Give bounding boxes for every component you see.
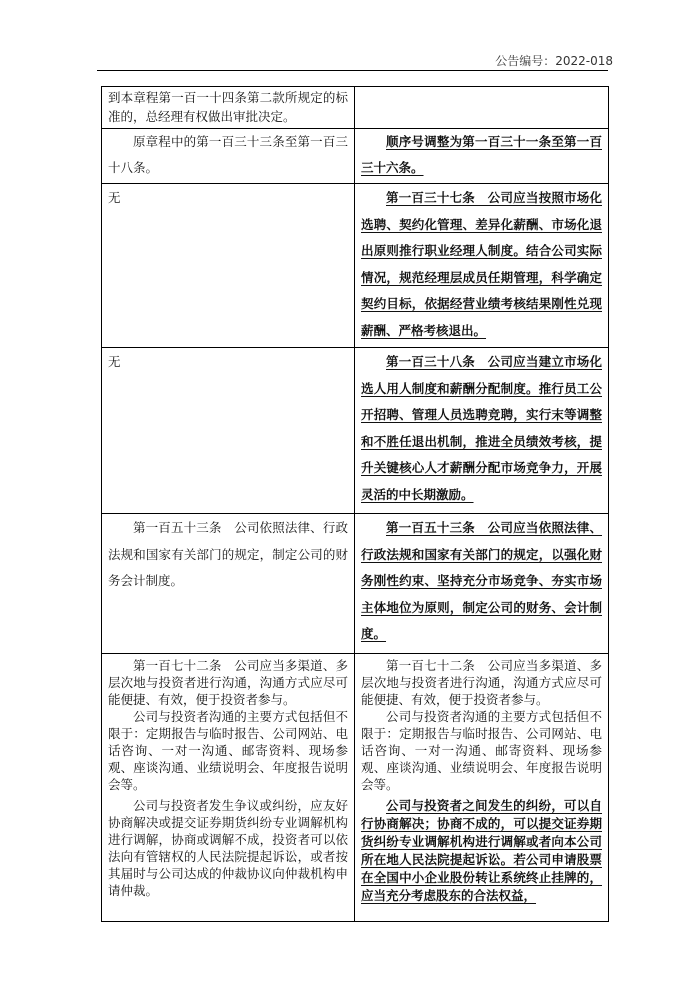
revised-text-cell	[355, 129, 609, 184]
revised-text-cell	[355, 184, 609, 348]
table-row	[102, 514, 609, 654]
revised-clause: 公司与投资者之间发生的纠纷，可以自行协商解决；协商不成的，可以提交证券期货纠纷专业调解机构进行调解或者向本公司所在地人民法院提起诉讼。若公司申请股票在全国中小企业股份转让系统终止挂牌的，应当充分考虑股东的合法权益，	[361, 798, 602, 903]
revised-clause: 顺序号调整为第一百三十一条至第一百三十六条。	[361, 134, 602, 175]
table-row	[102, 184, 609, 348]
revised-text-cell	[355, 348, 609, 514]
original-text-cell	[102, 184, 355, 348]
table-row	[102, 654, 609, 922]
original-clause: 到本章程第一百一十四条第二款所规定的标准的，总经理有权做出审批决定。	[108, 90, 348, 124]
original-clause: 无	[108, 354, 121, 369]
table-row	[102, 129, 609, 184]
revised-text-cell	[355, 514, 609, 654]
table-row	[102, 87, 609, 129]
header-divider	[97, 70, 608, 71]
revised-clause: 第一百三十七条 公司应当按照市场化选聘、契约化管理、差异化薪酬、市场化退出原则推行职业经理人制度。结合公司实际情况，规范经理层成员任期管理，科学确定契约目标，依据经营业绩考核结果刚性兑现薪酬、严格考核退出。	[361, 190, 602, 338]
original-clause: 公司与投资者沟通的主要方式包括但不限于：定期报告与临时报告、公司网站、电话咨询、一对一沟通、邮寄资料、现场参观、座谈沟通、业绩说明会、年度报告说明会等。	[108, 709, 348, 792]
original-clause: 无	[108, 190, 121, 205]
original-text-cell	[102, 514, 355, 654]
original-text-cell	[102, 87, 355, 129]
revised-clause: 第一百七十二条 公司应当多渠道、多层次地与投资者进行沟通，沟通方式应尽可能便捷、有效，便于投资者参与。	[361, 658, 602, 707]
revised-text-cell	[355, 654, 609, 922]
revised-clause: 公司与投资者沟通的主要方式包括但不限于：定期报告与临时报告、公司网站、电话咨询、一对一沟通、邮寄资料、现场参观、座谈沟通、业绩说明会、年度报告说明会等。	[361, 709, 602, 792]
announcement-number: 公告编号：2022-018	[495, 54, 613, 68]
original-text-cell	[102, 348, 355, 514]
revised-text-cell	[355, 87, 609, 129]
original-text-cell	[102, 129, 355, 184]
original-clause: 第一百七十二条 公司应当多渠道、多层次地与投资者进行沟通，沟通方式应尽可能便捷、有效，便于投资者参与。	[108, 658, 348, 707]
amendment-comparison-table	[101, 86, 609, 922]
original-clause: 公司与投资者发生争议或纠纷，应友好协商解决或提交证券期货纠纷专业调解机构进行调解，协商或调解不成，投资者可以依法向有管辖权的人民法院提起诉讼，或者按其届时与公司达成的仲裁协议向仲裁机构申请仲裁。	[108, 798, 348, 898]
original-clause: 原章程中的第一百三十三条至第一百三十八条。	[108, 134, 348, 175]
original-text-cell	[102, 654, 355, 922]
revised-clause: 第一百五十三条 公司应当依照法律、行政法规和国家有关部门的规定，以强化财务刚性约束、坚持充分市场竞争、夯实市场主体地位为原则，制定公司的财务、会计制度。	[361, 520, 602, 641]
table-row	[102, 348, 609, 514]
original-clause: 第一百五十三条 公司依照法律、行政法规和国家有关部门的规定，制定公司的财务会计制度。	[108, 520, 348, 588]
revised-clause: 第一百三十八条 公司应当建立市场化选人用人制度和薪酬分配制度。推行员工公开招聘、管理人员选聘竞聘，实行末等调整和不胜任退出机制，推进全员绩效考核，提升关键核心人才薪酬分配市场竞争力，开展灵活的中长期激励。	[361, 354, 602, 502]
